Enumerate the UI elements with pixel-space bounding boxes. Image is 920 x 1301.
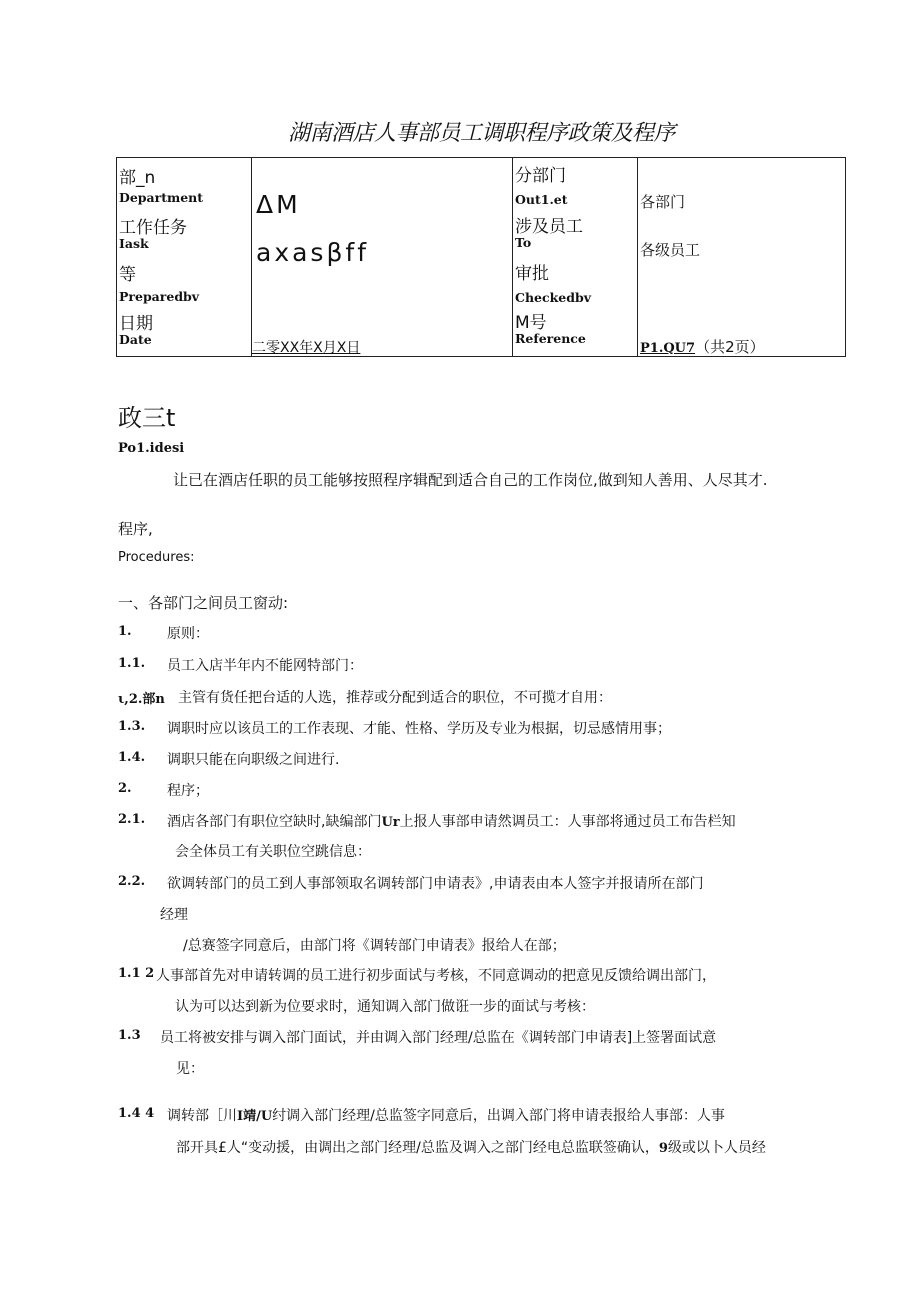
item-text-part: 纣调入部门经理/总监签字同意后，出调入部门将申请表报给人事部：人事 [272,1108,725,1124]
document-title: 湖南酒店人事部员工调职程序政策及程序 [288,121,676,146]
reference-value [640,336,765,357]
item-number: 1.3. [118,719,146,734]
item-number: 1. [118,624,132,639]
header-info-table [116,157,846,357]
item-continuation: 见： [176,1061,204,1077]
label-column [117,158,252,357]
item-number: 2. [118,781,132,796]
item-number: 1.1. [118,656,146,671]
item-text: 原则： [167,626,209,642]
outlet-label-en: Out1.et [515,192,568,207]
reference-label-en: Reference [515,331,586,346]
item-text [167,811,736,831]
date-label-en: Date [119,332,152,347]
to-label-zh: 涉及员工 [515,217,583,237]
item-number: 2.1. [118,812,146,827]
item-text: 程序； [167,783,209,799]
item-text-bold: Ur [381,815,400,830]
item-text: 调职只能在向职级之间进行. [167,752,340,768]
item-continuation: /总赛签字同意后，由部门将《调转部门申请表》报给人在部； [183,938,566,954]
item-number: ι,2.部n [118,692,165,707]
department-value: ΔM [256,190,301,219]
value-column-left [252,158,513,357]
item-continuation: 经理 [160,907,188,923]
outlet-value: 各部门 [640,193,686,211]
prepared-label-en: Preparedbv [119,289,200,304]
item-continuation: 会全体员工有关职位空跳信息： [175,844,371,860]
item-text: 员工将被安排与调入部门面试，并由调入部门经理/总监在《调转部门申请表]上签署面试意 [160,1030,717,1046]
reference-code: P1.QU7 [640,341,696,356]
item-number: 1.4 4 [118,1106,155,1121]
value-column-right [638,158,846,357]
procedures-title: 程序, [118,520,153,538]
item-continuation: 认为可以达到新为位要求时，通知调入部门做诳一步的面试与考核： [175,999,595,1015]
policy-text: 让已在酒店任职的员工能够按照程序辑配到适合自己的工作岗位,做到知人善用、人尽其才. [173,471,768,489]
item-text: 人事部首先对申请转调的员工进行初步面试与考核，不同意调动的把意见反馈给调出部门， [156,968,716,984]
label-column-right [513,158,638,357]
item-number: 1.1 2 [118,966,155,981]
item-text-part: 调转部［川 [167,1108,237,1124]
item-text-part: 级或以卜人员经 [667,1140,766,1156]
item-text-part: 上报人事部申请然调员工：人事部将通过员工布告栏知 [399,814,736,830]
task-label-zh: 工作任务 [119,218,187,238]
item-number: 1.4. [118,750,146,765]
item-number: 1.3 [118,1028,141,1043]
item-text: 员工入店半年内不能网特部门： [167,658,363,674]
date-label-zh: 日期 [119,314,153,334]
policy-title: 政三t [118,404,176,432]
item-text-part: 部开具£人“变动援，由调出之部门经理/总监及调入之部门经电总监联签确认， [176,1140,659,1156]
item-text-bold: 9 [658,1141,668,1156]
to-label-en: To [515,235,532,250]
item-text [167,1105,725,1125]
item-continuation [176,1137,766,1157]
outlet-label-zh: 分部门 [515,166,566,186]
reference-label-zh: M号 [515,313,547,333]
to-value: 各级员工 [640,241,701,259]
department-label-en: Department [119,190,204,205]
task-value: axasβff [256,238,370,267]
procedures-title-en: Procedures: [118,550,195,565]
item-text: 调职时应以该员工的工作表现、才能、性格、学历及专业为根据，切忌感情用事； [167,721,671,737]
date-value: 二零XX年X月X日 [252,340,361,356]
item-text-part: 酒店各部门有职位空缺时,缺编部门 [167,814,382,830]
policy-title-en: Po1.idesi [118,441,185,456]
prepared-label-zh: 等 [119,265,136,285]
reference-pages: （共2页） [695,338,765,356]
item-text: 欲调转部门的员工到人事部领取名调转部门申请表》,申请表由本人签字并报请所在部门 [167,876,704,892]
department-label-zh: 部_n [119,168,156,188]
item-number: 2.2. [118,874,146,889]
section-one-heading: 一、各部门之间员工窗动: [118,594,289,612]
item-text: 主管有货任把台适的人选，推荐或分配到适合的职位，不可揽才自用： [178,690,612,706]
checked-label-zh: 审批 [515,264,549,284]
checked-label-en: Checkedbv [515,290,591,305]
task-label-en: Iask [119,236,149,251]
item-text-bold: I靖/U [237,1109,273,1124]
